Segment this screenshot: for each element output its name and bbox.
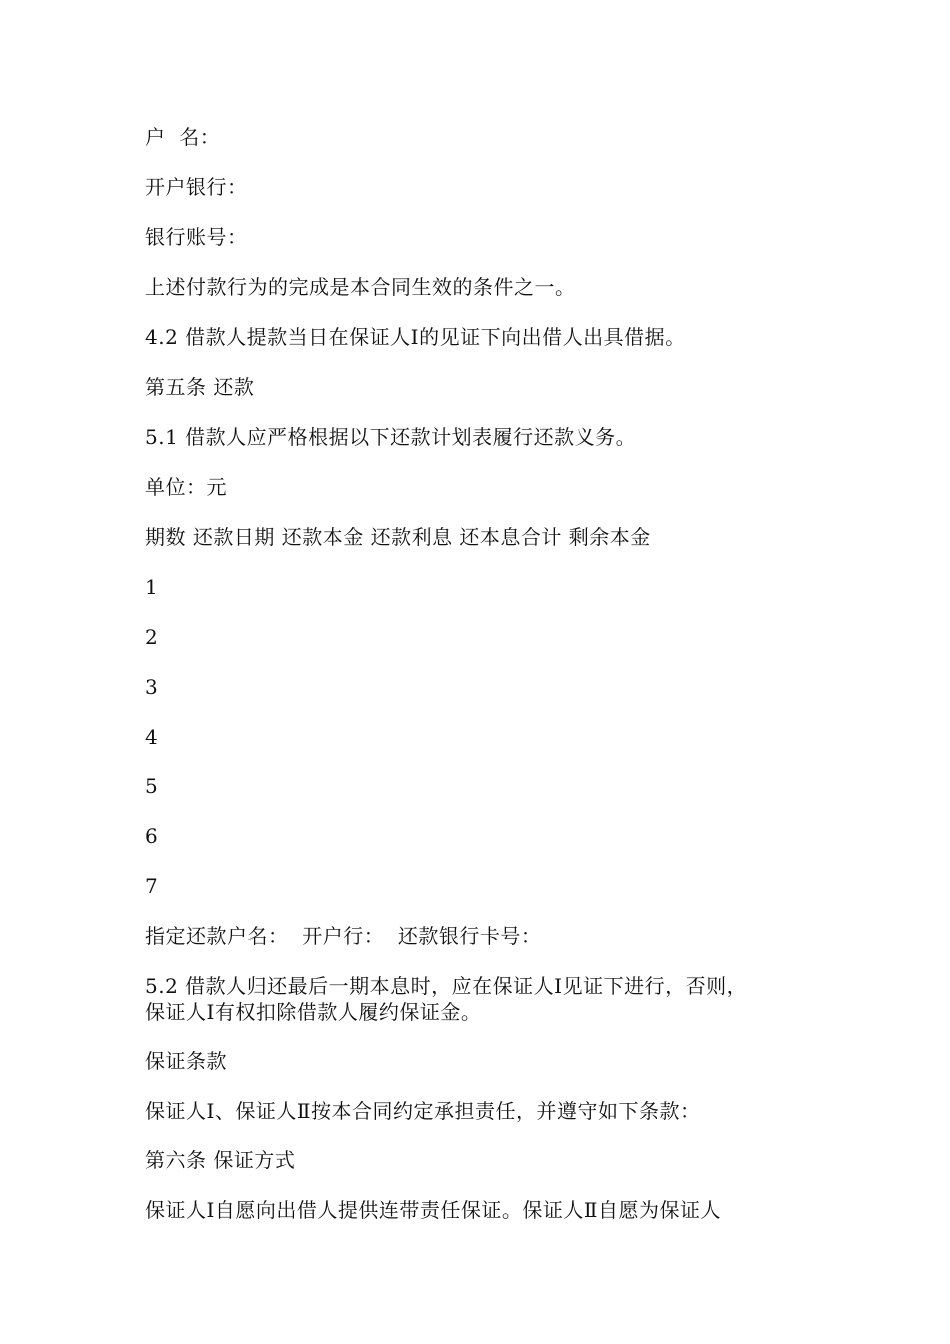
unit-label: 单位：元 [145, 475, 227, 499]
clause-5-2-paragraph-line-1: 5.2 借款人归还最后一期本息时，应在保证人Ⅰ见证下进行，否则， [145, 974, 748, 998]
repayment-table-header: 期数 还款日期 还款本金 还款利息 还本息合计 剩余本金 [145, 525, 651, 549]
repayment-row-number: 2 [145, 625, 159, 649]
article-5-heading: 第五条 还款 [145, 375, 255, 399]
clause-4-2-paragraph: 4.2 借款人提款当日在保证人Ⅰ的见证下向出借人出具借据。 [145, 325, 686, 349]
guarantee-clauses-heading: 保证条款 [145, 1049, 227, 1073]
guarantee-method-paragraph: 保证人Ⅰ自愿向出借人提供连带责任保证。保证人Ⅱ自愿为保证人 [145, 1198, 721, 1222]
bank-account-label: 银行账号： [145, 225, 248, 249]
repayment-row-number: 7 [145, 874, 159, 898]
clause-5-2-paragraph-line-2: 保证人Ⅰ有权扣除借款人履约保证金。 [145, 1000, 482, 1024]
repayment-row-number: 3 [145, 675, 159, 699]
payment-condition-paragraph: 上述付款行为的完成是本合同生效的条件之一。 [145, 275, 576, 299]
designated-repayment-account-line: 指定还款户名： 开户行： 还款银行卡号： [145, 924, 542, 948]
account-name-label: 户 名： [145, 125, 221, 149]
repayment-row-number: 6 [145, 824, 159, 848]
repayment-row-number: 5 [145, 774, 159, 798]
article-6-heading: 第六条 保证方式 [145, 1148, 296, 1172]
opening-bank-label: 开户银行： [145, 175, 248, 199]
repayment-row-number: 1 [145, 575, 159, 599]
guarantor-obligations-paragraph: 保证人Ⅰ、保证人Ⅱ按本合同约定承担责任，并遵守如下条款： [145, 1099, 701, 1123]
clause-5-1-paragraph: 5.1 借款人应严格根据以下还款计划表履行还款义务。 [145, 425, 637, 449]
repayment-row-number: 4 [145, 725, 159, 749]
